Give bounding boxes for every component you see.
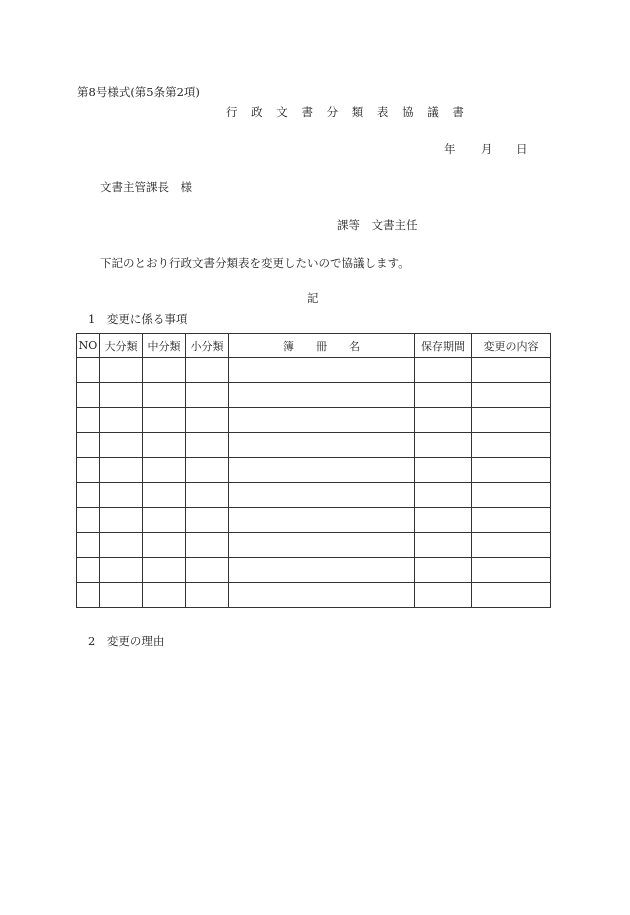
- table-cell: [472, 533, 551, 558]
- table-cell: [77, 533, 100, 558]
- table-cell: [77, 483, 100, 508]
- header-middle-category: 中分類: [143, 334, 186, 358]
- table-cell: [77, 408, 100, 433]
- table-cell: [472, 458, 551, 483]
- section-2-heading: 2 変更の理由: [88, 634, 165, 648]
- table-row: [77, 408, 551, 433]
- table-cell: [472, 383, 551, 408]
- section-1-heading: 1 変更に係る事項: [88, 312, 188, 326]
- header-minor-category: 小分類: [186, 334, 229, 358]
- change-items-table: [76, 333, 551, 608]
- table-cell: [77, 433, 100, 458]
- table-cell: [229, 383, 415, 408]
- table-cell: [100, 433, 143, 458]
- table-row: [77, 533, 551, 558]
- table-header-row: [77, 334, 551, 358]
- table-cell: [472, 433, 551, 458]
- addressee: 文書主管課長 様: [100, 180, 192, 194]
- table-cell: [472, 408, 551, 433]
- table-cell: [143, 533, 186, 558]
- table-cell: [415, 358, 472, 383]
- table-cell: [77, 508, 100, 533]
- table-cell: [143, 458, 186, 483]
- date-day: 日: [516, 142, 528, 156]
- table-cell: [100, 358, 143, 383]
- table-cell: [143, 383, 186, 408]
- table-cell: [100, 458, 143, 483]
- table-cell: [415, 483, 472, 508]
- table-row: [77, 433, 551, 458]
- table-cell: [229, 558, 415, 583]
- table-cell: [472, 508, 551, 533]
- table-row: [77, 383, 551, 408]
- table-cell: [415, 433, 472, 458]
- table-cell: [415, 458, 472, 483]
- table-cell: [100, 583, 143, 608]
- table-cell: [229, 583, 415, 608]
- table-cell: [77, 358, 100, 383]
- table-row: [77, 358, 551, 383]
- table-cell: [186, 483, 229, 508]
- table-cell: [143, 558, 186, 583]
- document-title: 行 政 文 書 分 類 表 協 議 書: [226, 105, 469, 119]
- table-cell: [100, 533, 143, 558]
- header-change-content: 変更の内容: [472, 334, 551, 358]
- table-cell: [143, 583, 186, 608]
- table-cell: [472, 483, 551, 508]
- table-body: [77, 358, 551, 608]
- table-cell: [415, 533, 472, 558]
- table-cell: [186, 533, 229, 558]
- table-cell: [77, 583, 100, 608]
- table-cell: [415, 383, 472, 408]
- table-row: [77, 483, 551, 508]
- table-cell: [100, 383, 143, 408]
- table-cell: [143, 408, 186, 433]
- table-cell: [229, 433, 415, 458]
- table-row: [77, 508, 551, 533]
- table-cell: [472, 583, 551, 608]
- table-cell: [229, 458, 415, 483]
- date-year: 年: [444, 142, 456, 156]
- table-row: [77, 458, 551, 483]
- table-cell: [186, 558, 229, 583]
- table-cell: [415, 508, 472, 533]
- table-cell: [143, 508, 186, 533]
- table-cell: [415, 408, 472, 433]
- table-cell: [100, 408, 143, 433]
- table-cell: [186, 433, 229, 458]
- table-cell: [472, 558, 551, 583]
- table-row: [77, 583, 551, 608]
- table-cell: [415, 558, 472, 583]
- ki-heading: 記: [307, 291, 319, 305]
- header-retention-period: 保存期間: [415, 334, 472, 358]
- table-cell: [100, 558, 143, 583]
- table-cell: [229, 483, 415, 508]
- table-cell: [186, 358, 229, 383]
- table-cell: [186, 408, 229, 433]
- table-cell: [143, 358, 186, 383]
- table-cell: [77, 383, 100, 408]
- table-cell: [77, 458, 100, 483]
- table-cell: [415, 583, 472, 608]
- header-ledger-name: 簿 冊 名: [229, 334, 415, 358]
- table-cell: [229, 508, 415, 533]
- table-row: [77, 558, 551, 583]
- intro-text: 下記のとおり行政文書分類表を変更したいので協議します。: [100, 256, 410, 270]
- table-cell: [100, 508, 143, 533]
- date-month: 月: [481, 142, 493, 156]
- table-cell: [186, 458, 229, 483]
- table-cell: [143, 483, 186, 508]
- sender: 課等 文書主任: [337, 218, 418, 232]
- table-cell: [229, 358, 415, 383]
- table-cell: [143, 433, 186, 458]
- table-cell: [100, 483, 143, 508]
- table-cell: [229, 408, 415, 433]
- table-cell: [472, 358, 551, 383]
- table-cell: [186, 508, 229, 533]
- header-no: NO: [77, 334, 100, 358]
- header-major-category: 大分類: [100, 334, 143, 358]
- table-cell: [186, 383, 229, 408]
- table-cell: [186, 583, 229, 608]
- table-cell: [77, 558, 100, 583]
- form-number: 第8号様式(第5条第2項): [77, 85, 200, 99]
- table-cell: [229, 533, 415, 558]
